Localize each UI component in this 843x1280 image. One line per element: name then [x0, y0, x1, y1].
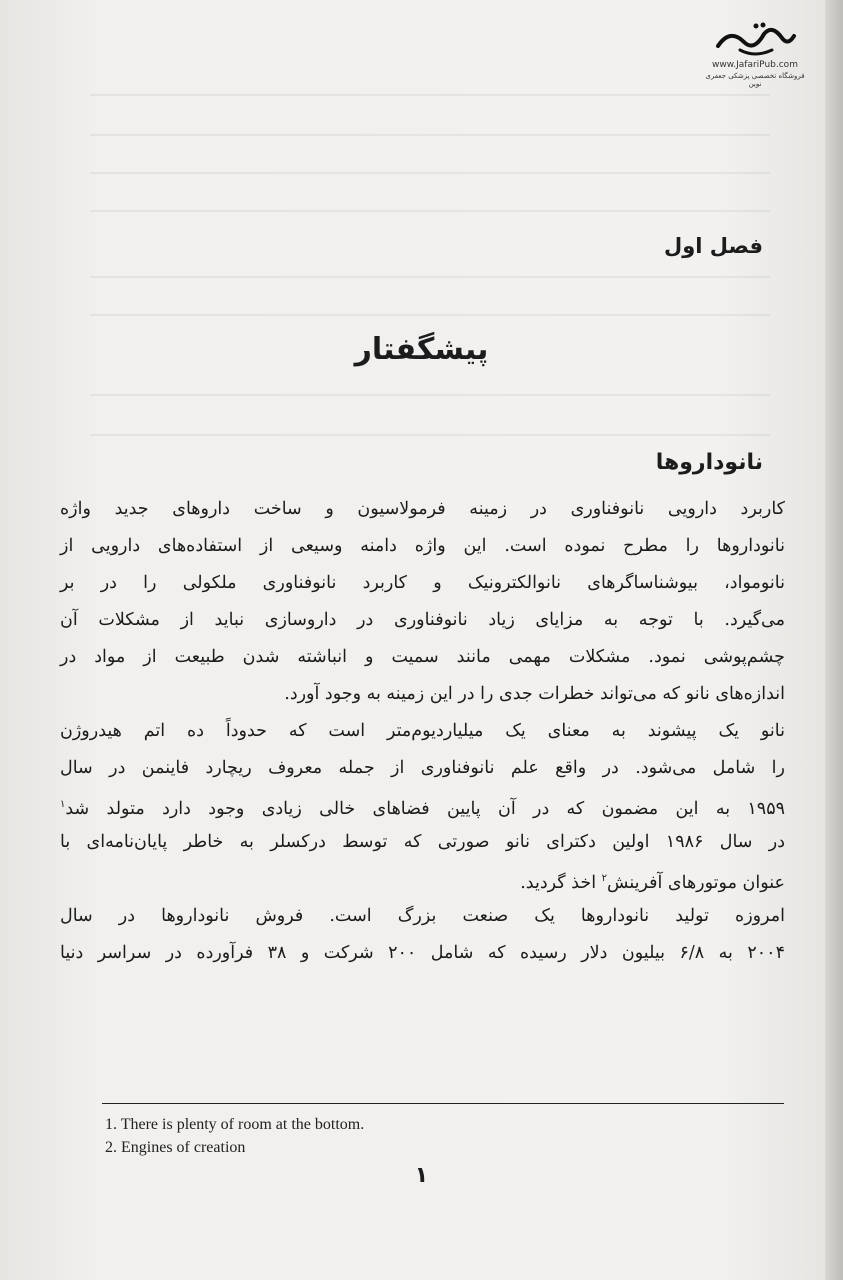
publisher-url: www.JafariPub.com [712, 60, 798, 70]
footnote-1: 1. There is plenty of room at the bottom. [105, 1116, 365, 1133]
page-title: پیشگفتار [354, 332, 489, 367]
text-line-body: عنوان موتورهای آفرینش [607, 872, 785, 893]
section-heading: نانوداروها [655, 450, 763, 475]
footnote-ref-2: ۲ [601, 873, 608, 884]
chapter-label: فصل اول [664, 234, 763, 258]
show-through [90, 80, 770, 96]
text-line: در سال ۱۹۸۶ اولین دکترای نانو صورتی که توسط درکسلر به خاطر پایان‌نامه‌ای با [60, 832, 785, 852]
publisher-logo-icon [710, 20, 800, 58]
text-line-body: ۱۹۵۹ به این مضمون که در آن پایین فضاهای خالی زیادی وجود دارد متولد شد [65, 798, 785, 819]
footnote-2: 2. Engines of creation [105, 1139, 246, 1156]
text-line [60, 864, 785, 894]
text-line: اندازه‌های نانو که می‌تواند خطرات جدی را در این زمینه به وجود آورد. [284, 684, 785, 704]
show-through [90, 420, 770, 436]
text-line: نانوداروها را مطرح نموده است. این واژه دامنه وسیعی از استفاده‌های دارویی از [60, 536, 785, 556]
publisher-subtitle: فروشگاه تخصصی پزشکی جعفری نوین [705, 72, 805, 88]
text-line: نانومواد، بیوشناساگرهای نانوالکترونیک و کاربرد نانوفناوری ملکولی را در بر [60, 573, 785, 593]
text-line: را شامل می‌شود. در واقع علم نانوفناوری از جمله معروف ریچارد فاینمن در سال [60, 758, 785, 778]
show-through [90, 196, 770, 212]
text-line [60, 790, 785, 820]
show-through [90, 120, 770, 136]
text-line: نانو یک پیشوند به معنای یک میلیاردیوم‌متر است که حدوداً ده اتم هیدروژن [60, 721, 785, 741]
page-gutter-shadow [825, 0, 843, 1280]
text-line: چشم‌پوشی نمود. مشکلات مهمی مانند سمیت و انباشته شدن طبیعت از مواد در [60, 647, 785, 667]
footnote-ref-1: ۱ [60, 799, 66, 810]
text-line: می‌گیرد. با توجه به مزایای زیاد نانوفناوری در داروسازی نباید از مشکلات آن [60, 610, 785, 630]
show-through [90, 380, 770, 396]
text-line: کاربرد دارویی نانوفناوری در زمینه فرمولاسیون و ساخت داروهای جدید واژه [60, 499, 785, 519]
page-number: ۱ [414, 1163, 429, 1188]
text-line: ۲۰۰۴ به ۶/۸ بیلیون دلار رسیده که شامل ۲۰۰ شرکت و ۳۸ فرآورده در سراسر دنیا [60, 943, 785, 963]
text-line: امروزه تولید نانوداروها یک صنعت بزرگ است. فروش نانوداروها در سال [60, 906, 785, 926]
show-through [90, 300, 770, 316]
show-through [90, 262, 770, 278]
footnote-divider [102, 1103, 784, 1104]
text-line-end: اخذ گردید. [520, 872, 597, 893]
publisher-logo [700, 20, 810, 88]
show-through [90, 158, 770, 174]
